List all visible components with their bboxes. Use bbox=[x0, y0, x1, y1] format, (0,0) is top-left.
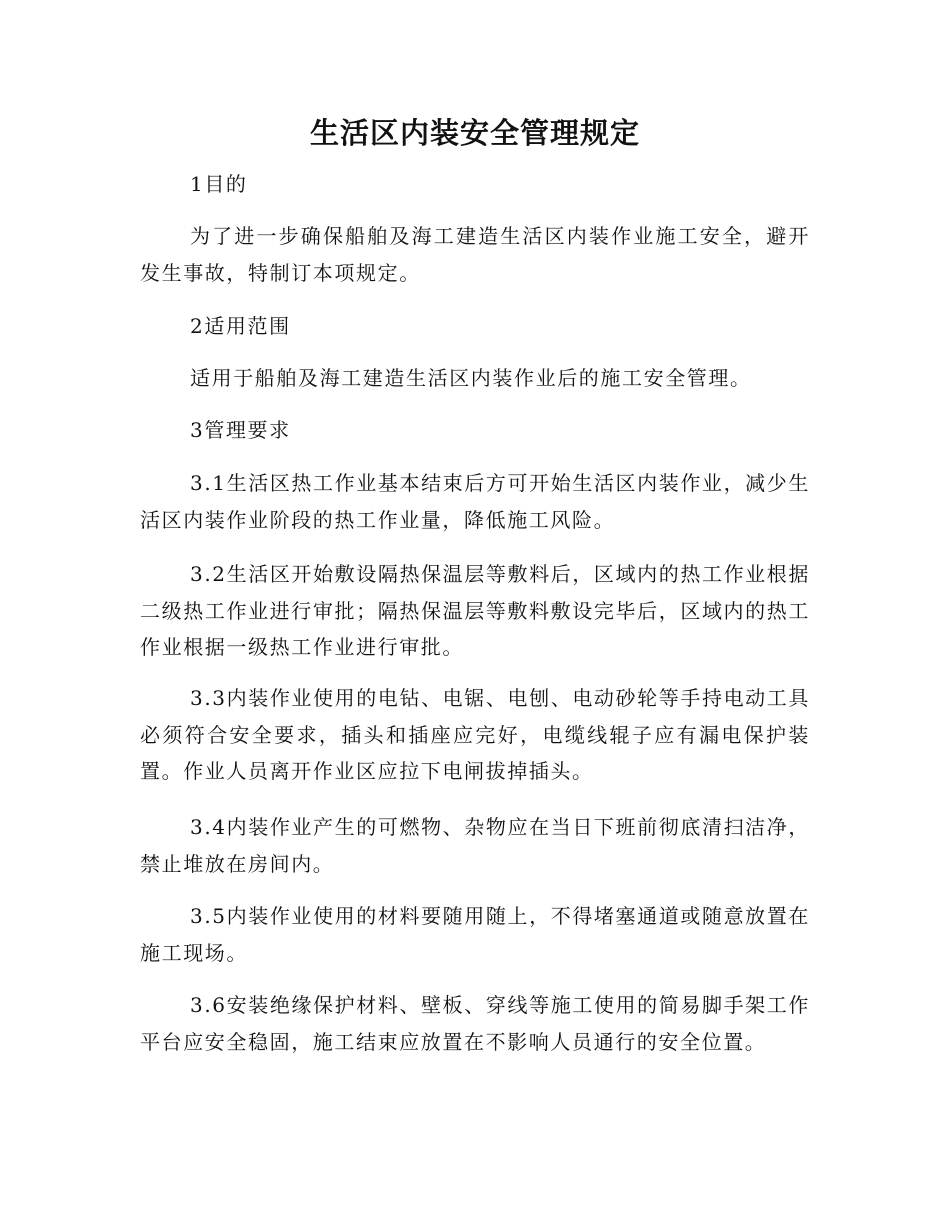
section-heading-scope: 2适用范围 bbox=[190, 314, 291, 338]
paragraph-purpose: 为了进一步确保船舶及海工建造生活区内装作业施工安全，避开发生事故，特制订本项规定。 bbox=[140, 224, 810, 285]
requirement-item-3-5: 3.5内装作业使用的材料要随用随上，不得堵塞通道或随意放置在施工现场。 bbox=[140, 904, 810, 965]
requirement-item-3-4: 3.4内装作业产生的可燃物、杂物应在当日下班前彻底清扫洁净，禁止堆放在房间内。 bbox=[140, 815, 810, 876]
paragraph-scope: 适用于船舶及海工建造生活区内装作业后的施工安全管理。 bbox=[190, 366, 752, 390]
section-heading-requirements: 3管理要求 bbox=[190, 418, 291, 442]
requirement-item-3-3: 3.3内装作业使用的电钻、电锯、电刨、电动砂轮等手持电动工具必须符合安全要求，插头和插座应完好，电缆线辊子应有漏电保护装置。作业人员离开作业区应拉下电闸拔掉插头。 bbox=[140, 686, 810, 783]
requirement-item-3-6: 3.6安装绝缘保护材料、壁板、穿线等施工使用的简易脚手架工作平台应安全稳固，施工结束应放置在不影响人员通行的安全位置。 bbox=[140, 993, 810, 1054]
section-heading-purpose: 1目的 bbox=[190, 172, 248, 196]
requirement-item-3-2: 3.2生活区开始敷设隔热保温层等敷料后，区域内的热工作业根据二级热工作业进行审批；隔热保温层等敷料敷设完毕后，区域内的热工作业根据一级热工作业进行审批。 bbox=[140, 562, 810, 659]
requirement-item-3-1: 3.1生活区热工作业基本结束后方可开始生活区内装作业，减少生活区内装作业阶段的热工作业量，降低施工风险。 bbox=[140, 471, 810, 532]
document-title: 生活区内装安全管理规定 bbox=[309, 116, 640, 150]
